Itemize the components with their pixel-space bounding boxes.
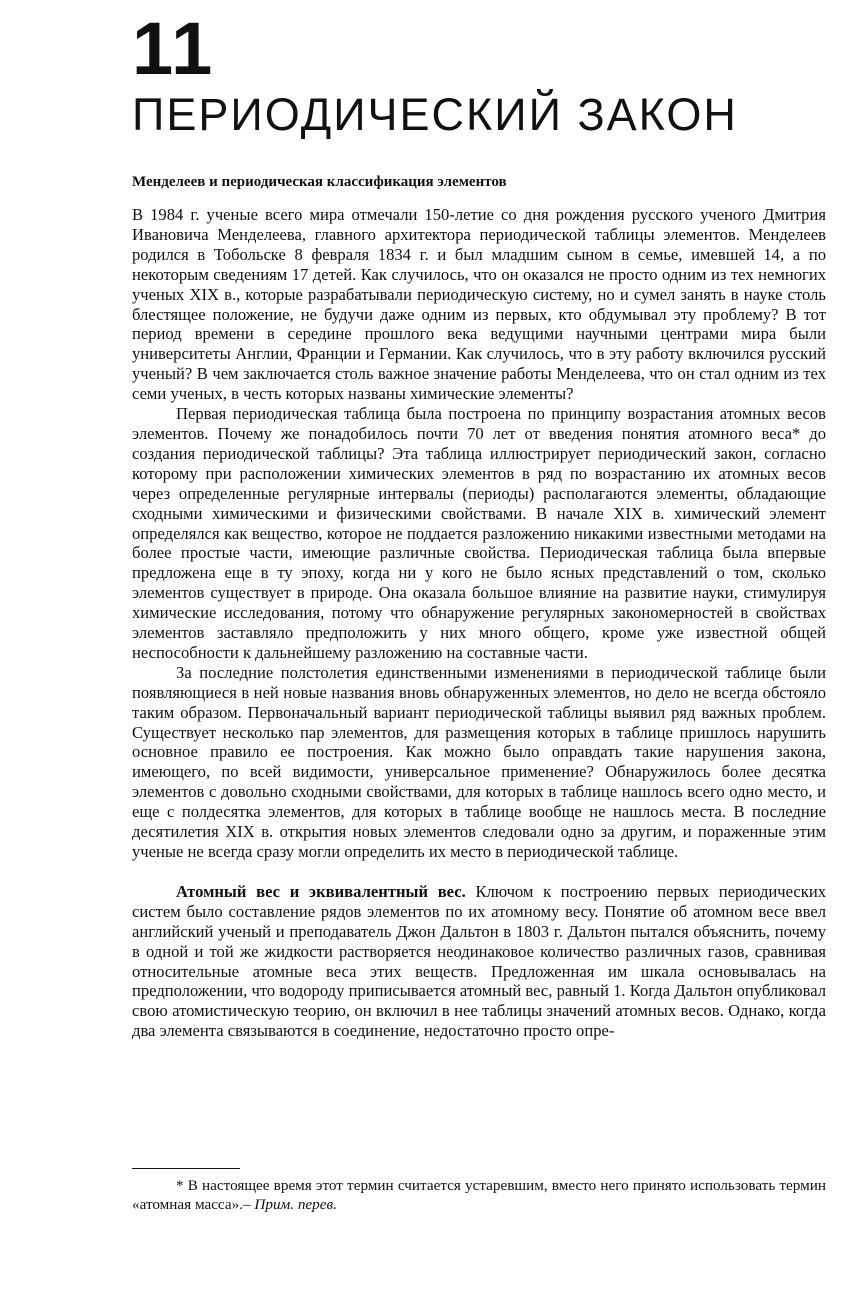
body-text (132, 205, 826, 1041)
footnote-text: * В настоящее время этот термин считается устаревшим, вместо него принято использовать термин «атомная масса».– (132, 1177, 826, 1213)
section-heading: Менделеев и периодическая классификация элементов (132, 174, 507, 190)
paragraph-1: В 1984 г. ученые всего мира отмечали 150-летие со дня рождения русского ученого Дмитрия Ивановича Менделеева, главного архитектора периодической таблицы элементов. Менделеев родился в Тобольске 8 февраля 1834 г. и был младшим сыном в семье, имевшей 14, а по некоторым сведениям 17 детей. Как случилось, что он оказался не просто одним из тех немногих ученых XIX в., которые разрабатывали периодическую систему, но и сумел занять в науке столь блестящее положение, не будучи даже одним из первых, кто обдумывал эту проблему? В тот период времени в середине прошлого века ведущими научными центрами мира были университеты Англии, Франции и Германии. Как случилось, что в эту работу включился русский ученый? В чем заключается столь важное значение работы Менделеева, что он стал одним из тех семи ученых, в честь которых названы химические элементы? (132, 205, 826, 404)
footnote (132, 1176, 826, 1214)
footnote-attribution: Прим. перев. (254, 1196, 337, 1213)
chapter-number: 11 (132, 7, 215, 90)
paragraph-2: Первая периодическая таблица была построена по принципу возрастания атомных весов элементов. Почему же понадобилось почти 70 лет от введения понятия атомного веса* до создания периодической таблицы? Эта таблица иллюстрирует периодический закон, согласно которому при расположении химических элементов в ряд по возрастанию их атомных весов через определенные регулярные интервалы (периоды) располагаются элементы, обладающие сходными химическими и физическими свойствами. В начале XIX в. химический элемент определялся как вещество, которое не поддается разложению никакими известными методами на более простые части, имеющие различные свойства. Периодическая таблица была впервые предложена еще в ту эпоху, когда ни у кого не было ясных представлений о том, сколько элементов существует в природе. Она оказала большое влияние на развитие науки, стимулируя химические исследования, потому что обнаружение регулярных закономерностей в свойствах элементов заставляло предположить у них много общего, кроме уже известной общей неспособности к дальнейшему разложению на составные части. (132, 404, 826, 662)
chapter-title: ПЕРИОДИЧЕСКИЙ ЗАКОН (132, 89, 738, 140)
subsection-heading: Атомный вес и эквивалентный вес. (176, 881, 466, 901)
subsection-paragraph (132, 882, 826, 1041)
footnote-divider (132, 1168, 240, 1169)
subsection-text: Ключом к построению первых периодических систем было составление рядов элементов по их атомному весу. Понятие об атомном весе ввел английский ученый и преподаватель Джон Дальтон в 1803 г. Дальтон пытался объяснить, почему в одной и той же жидкости растворяется неодинаковое количество различных газов, сравнивая относительные атомные веса этих веществ. Предложенная им шкала основывалась на предположении, что водороду приписывается атомный вес, равный 1. Когда Дальтон опубликовал свою атомистическую теорию, он включил в нее таблицы значений атомных весов. Однако, когда два элемента связываются в соединение, недостаточно просто опре- (132, 881, 826, 1041)
paragraph-3: За последние полстолетия единственными изменениями в периодической таблице были появляющиеся в ней новые названия вновь обнаруженных элементов, но дело не всегда обстояло таким образом. Первоначальный вариант периодической таблицы выявил ряд важных проблем. Существует несколько пар элементов, для размещения которых в таблице пришлось нарушить основное правило ее построения. Как можно было оправдать такие нарушения закона, имеющего, по всей видимости, универсальное применение? Обнаружилось более десятка элементов с довольно сходными свойствами, для которых в таблице нашлось всего одно место, и еще с полдесятка элементов, для которых в таблице вообще не нашлось места. В последние десятилетия XIX в. открытия новых элементов следовали одно за другим, и пораженные этим ученые не всегда сразу могли определить их место в периодической таблице. (132, 662, 826, 861)
